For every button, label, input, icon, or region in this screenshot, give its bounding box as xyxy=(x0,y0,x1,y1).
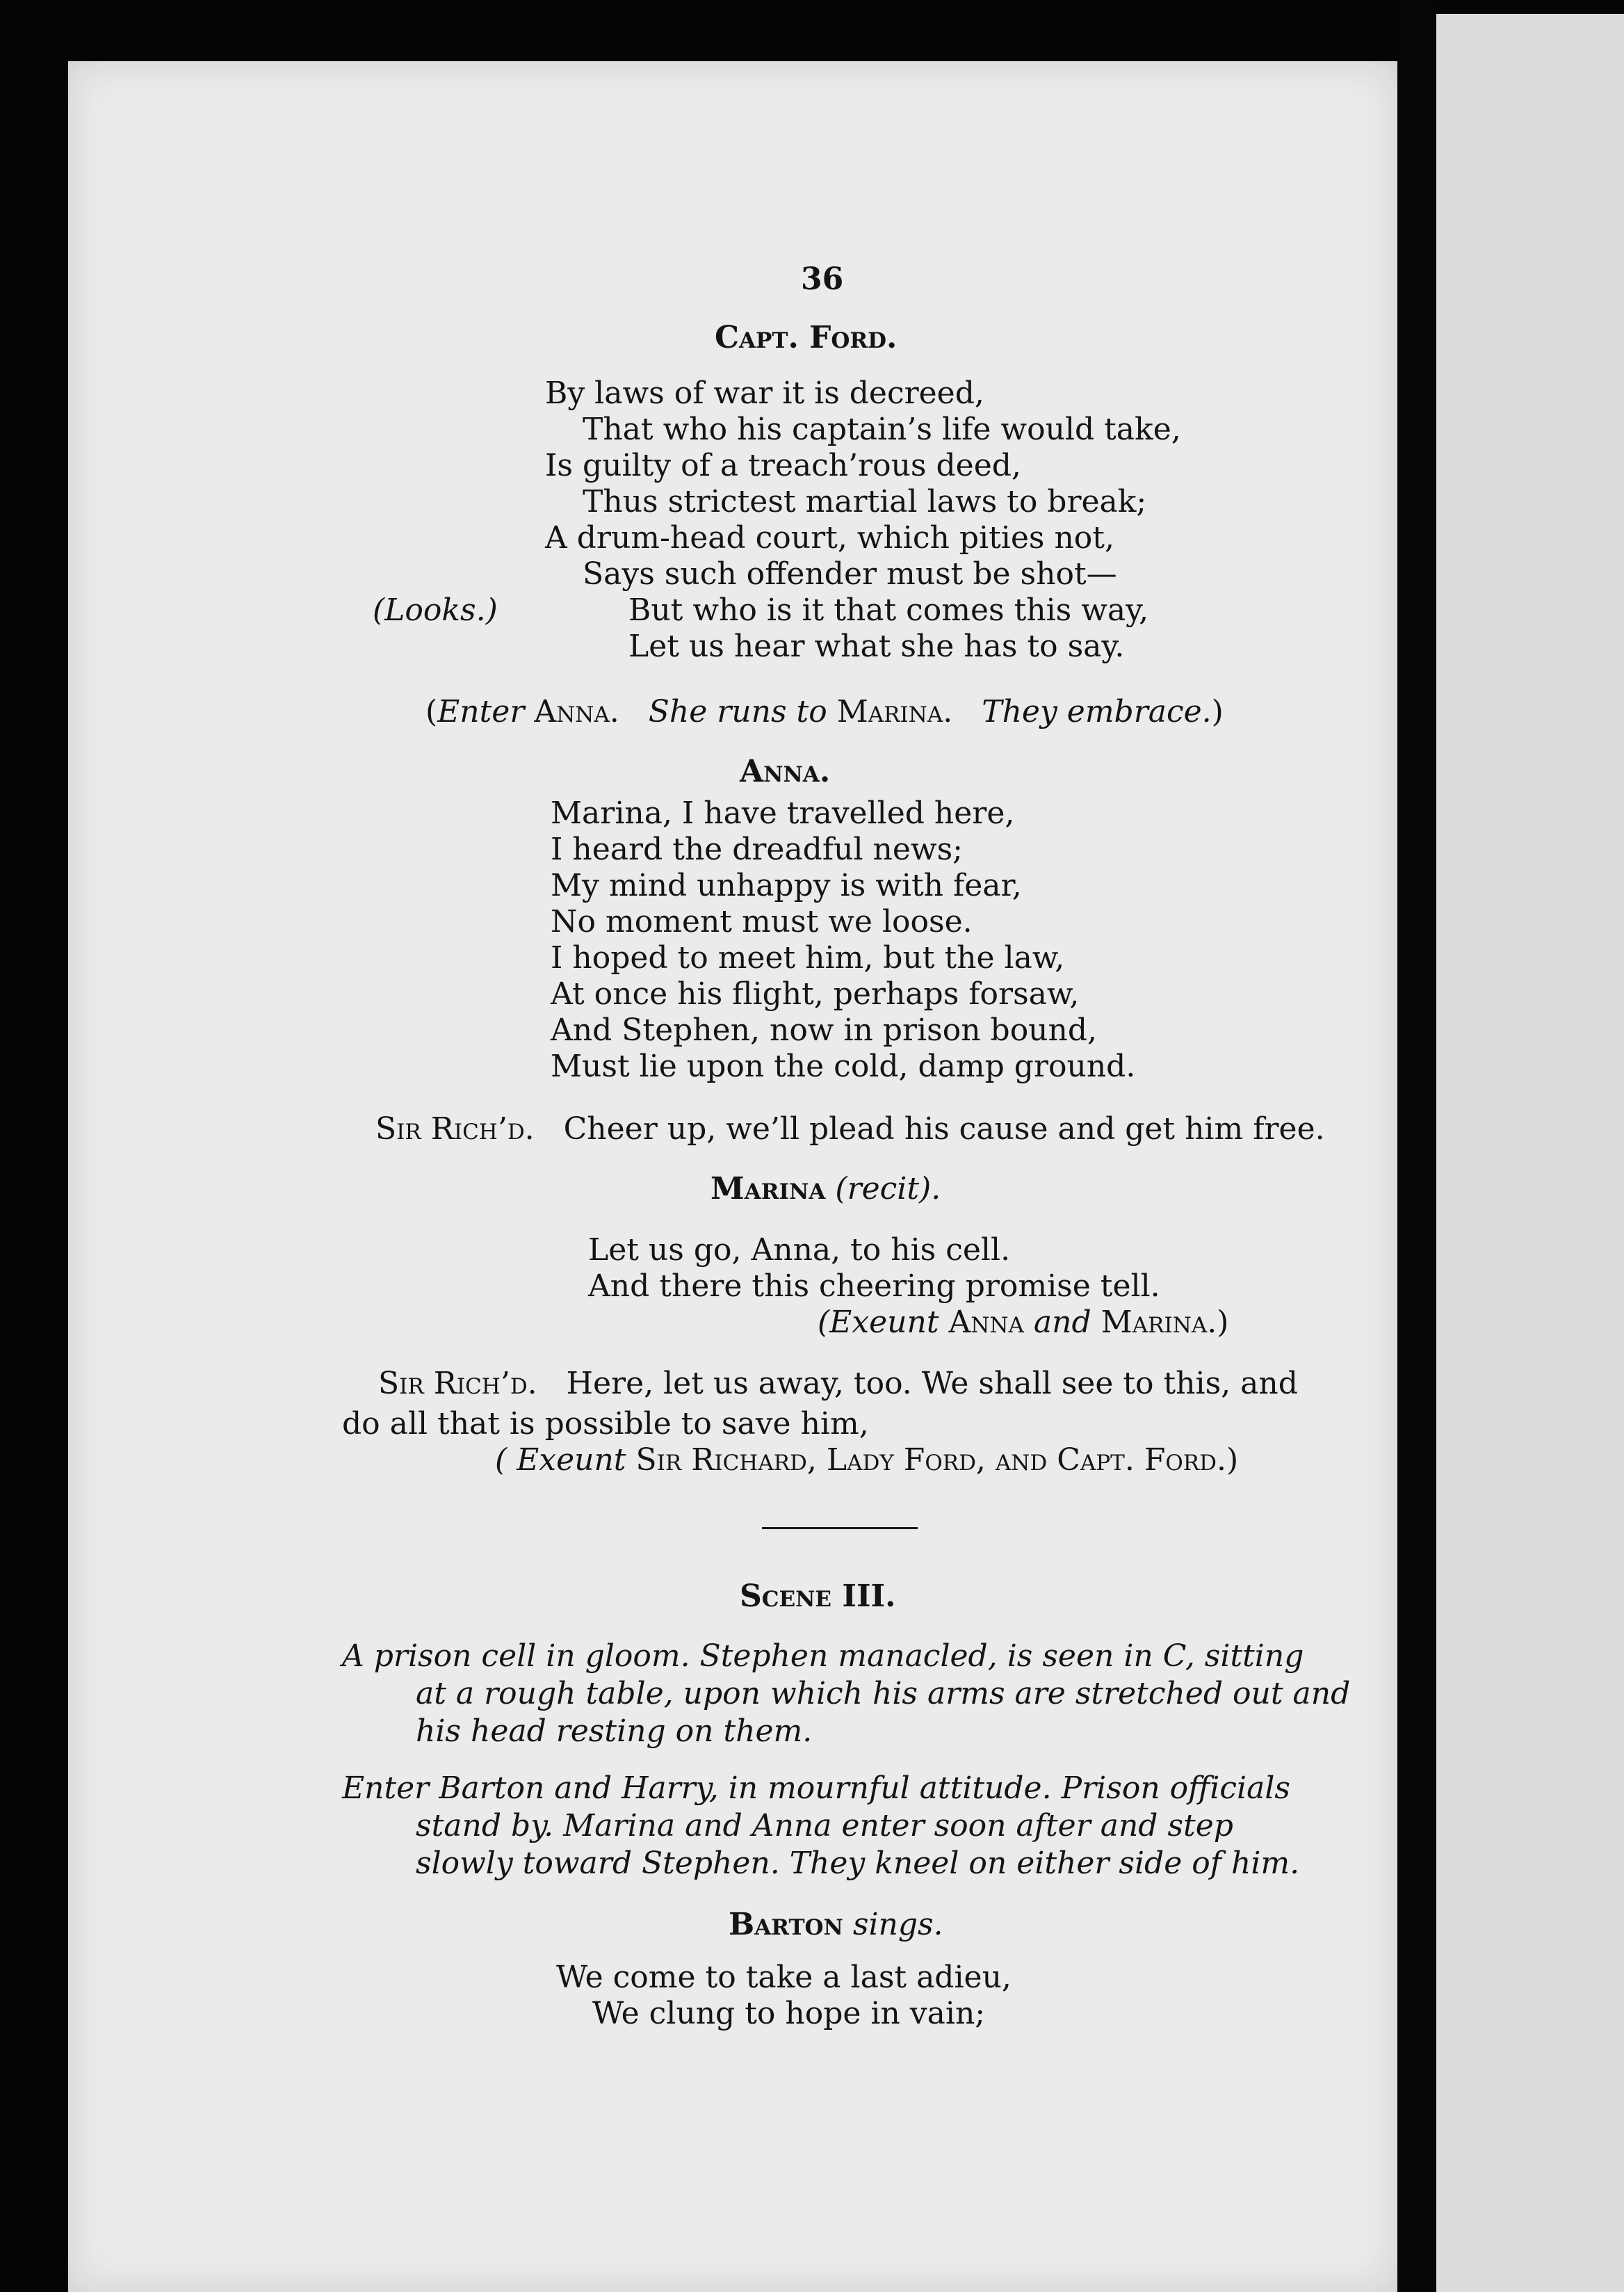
direction-exeunt: ( Exeunt xyxy=(495,1442,626,1478)
singer-note: sings. xyxy=(852,1907,943,1942)
verse-line: I heard the dreadful news; xyxy=(551,832,963,867)
speech-text: Cheer up, we’ll plead his cause and get him free. xyxy=(563,1111,1325,1147)
verse-line: That who his captain’s life would take, xyxy=(583,412,1181,447)
scene-heading: Scene III. xyxy=(740,1579,896,1614)
verse-line: I hoped to meet him, but the law, xyxy=(551,940,1065,976)
verse-line: My mind unhappy is with fear, xyxy=(551,868,1022,903)
page-number: 36 xyxy=(801,261,844,297)
verse-line: Let us go, Anna, to his cell. xyxy=(588,1232,1011,1268)
paren-close: ) xyxy=(1211,694,1224,729)
direction-name: Anna xyxy=(948,1305,1024,1340)
verse-line: Must lie upon the cold, damp ground. xyxy=(551,1049,1136,1084)
verse-line: Says such offender must be shot— xyxy=(583,556,1117,592)
speaker-anna: Anna. xyxy=(740,754,831,789)
direction-and: and xyxy=(1033,1305,1091,1340)
scene-entrance-line: Enter Barton and Harry, in mournful attitude. Prison officials xyxy=(342,1770,1290,1806)
scene-description-line: his head resting on them. xyxy=(416,1713,813,1749)
direction-exeunt: (Exeunt xyxy=(818,1305,939,1340)
prose-line: do all that is possible to save him, xyxy=(342,1406,869,1442)
verse-line: By laws of war it is decreed, xyxy=(545,376,984,411)
prose-line xyxy=(378,1366,1298,1401)
speaker-sir-richard: Sir Rich’d. xyxy=(375,1111,535,1147)
stage-direction xyxy=(818,1307,1228,1338)
scene-description-line: A prison cell in gloom. Stephen manacled, is seen in C, sitting xyxy=(342,1638,1304,1674)
speaker-name: Marina xyxy=(710,1171,826,1206)
speaker-capt-ford: Capt. Ford. xyxy=(715,320,898,355)
speaker-sir-richard: Sir Rich’d. xyxy=(378,1366,537,1401)
verse-line: At once his flight, perhaps forsaw, xyxy=(551,976,1080,1012)
verse-line: But who is it that comes this way, xyxy=(628,592,1149,628)
verse-line: And there this cheering promise tell. xyxy=(588,1268,1160,1304)
direction-name: Anna. xyxy=(534,694,619,729)
stage-aside: (Looks.) xyxy=(373,592,498,628)
scene-description-line: at a rough table, upon which his arms are stretched out and xyxy=(416,1676,1351,1711)
direction-name: Marina. xyxy=(836,694,953,729)
verse-line: A drum-head court, which pities not, xyxy=(545,520,1114,556)
direction-action: They embrace. xyxy=(982,694,1212,729)
singer-heading xyxy=(729,1907,943,1942)
speaker-marina xyxy=(710,1171,941,1206)
verse-line: Is guilty of a treach’rous deed, xyxy=(545,448,1021,483)
verse-line: No moment must we loose. xyxy=(551,904,973,939)
direction-name: Marina.) xyxy=(1101,1305,1229,1340)
verse-line: And Stephen, now in prison bound, xyxy=(551,1012,1098,1048)
prose-line xyxy=(375,1111,1325,1147)
stage-direction xyxy=(495,1442,1239,1478)
scene-entrance-line: stand by. Marina and Anna enter soon after and step xyxy=(416,1808,1233,1843)
section-divider xyxy=(762,1527,918,1529)
facing-page-edge xyxy=(1436,14,1624,2292)
speech-text: Here, let us away, too. We shall see to this, and xyxy=(566,1366,1298,1401)
direction-enter: Enter xyxy=(437,694,525,729)
speaker-note: (recit). xyxy=(835,1171,941,1206)
singer-name: Barton xyxy=(729,1907,843,1942)
verse-line: Thus strictest martial laws to break; xyxy=(583,484,1147,519)
verse-line: We clung to hope in vain; xyxy=(592,1996,986,2031)
verse-line: Marina, I have travelled here, xyxy=(551,796,1015,831)
direction-names: Sir Richard, Lady Ford, and Capt. Ford. xyxy=(635,1442,1226,1478)
direction-action: She runs to xyxy=(648,694,827,729)
paren-close: ) xyxy=(1226,1442,1239,1478)
scene-entrance-line: slowly toward Stephen. They kneel on either side of him. xyxy=(416,1846,1300,1881)
paren-open: ( xyxy=(425,694,438,729)
verse-line: Let us hear what she has to say. xyxy=(628,629,1125,664)
stage-direction xyxy=(425,694,1224,729)
book-spine xyxy=(1397,0,1436,2292)
verse-line: We come to take a last adieu, xyxy=(556,1960,1012,1995)
